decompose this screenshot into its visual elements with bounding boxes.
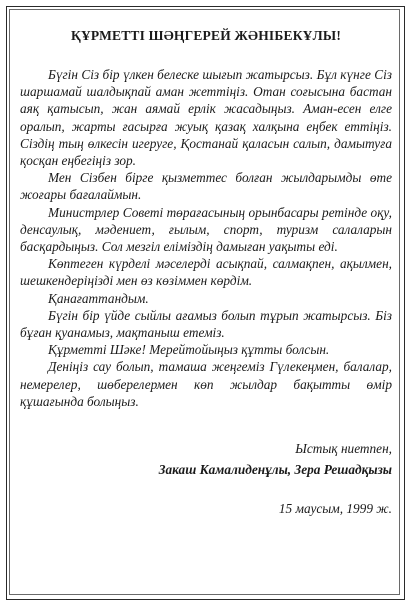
paragraph: Көптеген күрделі мәселерді асықпай, салмақпен, ақылмен, шешкендеріңізді мен өз көзіммен көрдім. — [20, 256, 392, 289]
paragraph: Қанағаттандым. — [48, 290, 149, 306]
letter-body — [20, 66, 392, 410]
paragraph: Құрметті Шәке! Мерейтойыңыз құтты болсын. — [48, 342, 330, 358]
paragraph: Бүгін бір үйде сыйлы ағамыз болып тұрып жатырсыз. Біз бұған қуанамыз, мақтаныш етеміз. — [20, 307, 392, 341]
closing-greeting: Ыстық ниетпен, — [295, 441, 392, 457]
paragraph: Бүгін Сіз бір үлкен белеске шығып жатырсыз. Бұл күнге Сіз шаршамай шалдықпай аман жеттіңіз. Отан соғысына бастан аяқ қатысып, жан аямай ерлік жасадыңыз. Аман-есен елге оралып, жарты ғасырға жуық қазақ халқына еңбек еттіңіз. Сіздің тың өлкесін игеруге, Қостанай қаласын салып, дамытуға қосқан еңбегіңіз зор. — [20, 67, 392, 169]
paragraph: Деніңіз сау болып, тамаша жеңгеміз Гүлекеңмен, балалар, немерелер, шөберелермен көп жылдар бақытты өмір құшағында болыңыз. — [20, 359, 392, 409]
letter — [20, 28, 392, 518]
letter-date: 15 маусым, 1999 ж. — [278, 501, 392, 517]
signature-block — [20, 440, 392, 518]
paragraph: Министрлер Советі төрағасының орынбасары ретінде оқу, денсаулық, мәдениет, ғылым, спорт, туризм салаларын басқардыңыз. Сол мезгіл еліміздің дамыған уақыты еді. — [20, 204, 392, 255]
letter-title: ҚҰРМЕТТІ ШӘҢГЕРЕЙ ЖӘНІБЕКҰЛЫ! — [70, 28, 342, 43]
signers: Закаш Камалиденұлы, Зера Решадқызы — [158, 462, 392, 478]
paragraph: Мен Сізбен бірге қызметтес болған жылдарымды өте жоғары бағалаймын. — [20, 170, 392, 203]
